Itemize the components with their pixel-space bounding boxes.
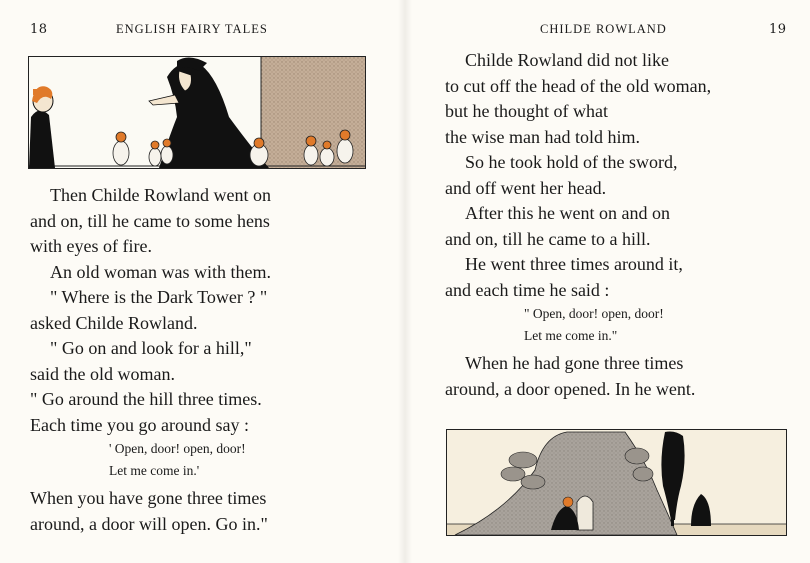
right-page-body [445, 48, 711, 402]
verse-line: Let me come in.' [109, 463, 200, 478]
verse-line: Let me come in." [524, 328, 618, 343]
text-line: to cut off the head of the old woman, [445, 75, 712, 96]
left-page-number: 18 [30, 22, 48, 37]
right-page-number: 19 [769, 22, 787, 37]
text-line: and on, till he came to a hill. [445, 228, 651, 249]
text-line: When you have gone three times [30, 488, 267, 508]
text-line: Each time you go around say : [30, 414, 249, 435]
text-line: with eyes of fire. [30, 236, 152, 256]
text-line: and off went her head. [445, 177, 607, 198]
text-line: and each time he said : [445, 279, 610, 300]
text-line: " Go around the hill three times. [30, 389, 262, 409]
text-line: He went three times around it, [465, 254, 683, 274]
text-line: around, a door opened. In he went. [445, 378, 696, 399]
text-line: around, a door will open. Go in." [30, 513, 268, 534]
text-line: and on, till he came to some hens [30, 210, 270, 231]
text-line: " Go on and look for a hill," [50, 338, 252, 358]
verse-line: ' Open, door! open, door! [109, 441, 246, 456]
text-line: " Where is the Dark Tower ? " [50, 287, 268, 307]
text-line: but he thought of what [445, 101, 608, 121]
left-running-head: ENGLISH FAIRY TALES [116, 22, 268, 36]
right-running-head: CHILDE ROWLAND [540, 22, 667, 36]
text-line: An old woman was with them. [50, 261, 271, 282]
text-line: the wise man had told him. [445, 126, 640, 147]
text-line: After this he went on and on [465, 203, 670, 223]
right-page [405, 0, 810, 563]
illustration-old-woman-hens [28, 56, 366, 169]
illustration-hill-door [446, 429, 787, 536]
text-line: asked Childe Rowland. [30, 312, 198, 333]
verse-line: " Open, door! open, door! [524, 306, 664, 321]
text-line: Then Childe Rowland went on [50, 185, 271, 205]
text-line: said the old woman. [30, 363, 175, 384]
text-line: When he had gone three times [465, 353, 684, 373]
text-line: Childe Rowland did not like [465, 50, 669, 70]
text-line: So he took hold of the sword, [465, 152, 678, 172]
left-page-body [30, 183, 271, 537]
